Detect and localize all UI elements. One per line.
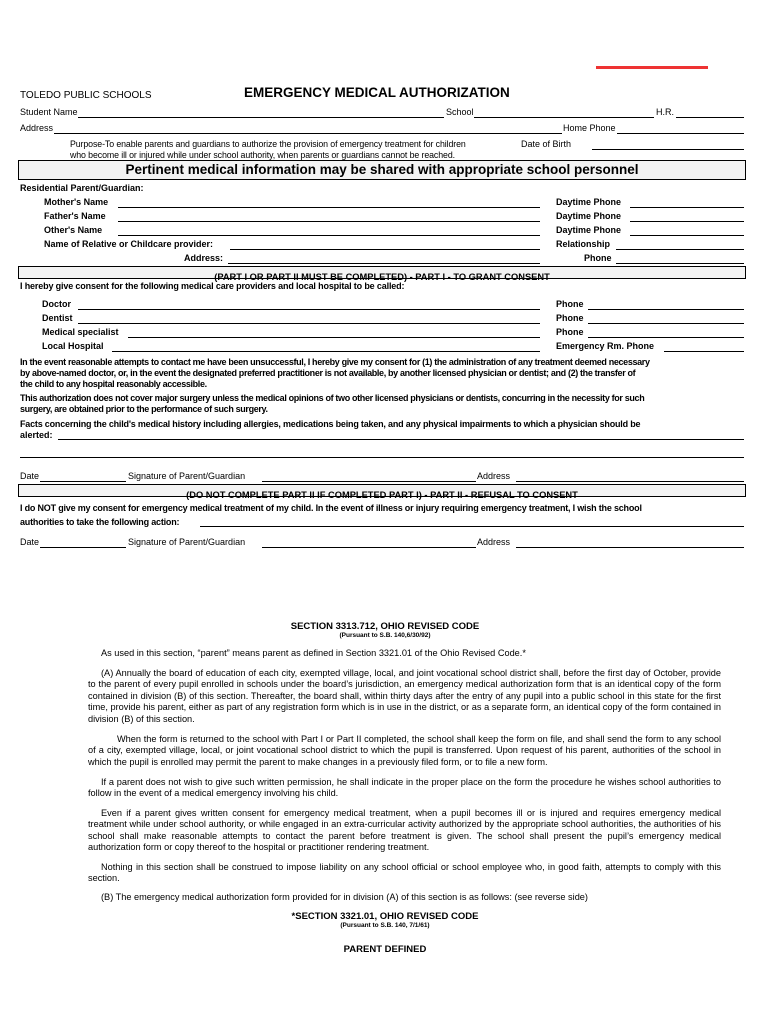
part2-date-label: Date (20, 537, 40, 547)
law-paragraph-3: If a parent does not wish to give such written permission, he shall indicate in the proper place on the form the procedure he wishes school authorities to follow in the event of a medical emergency involving his child. (88, 777, 721, 799)
part1-signature-field[interactable] (262, 481, 476, 482)
part2-signature-field[interactable] (262, 547, 476, 548)
dentist-phone-label: Phone (556, 313, 584, 323)
mother-field[interactable] (118, 207, 540, 208)
part2-bar (18, 484, 746, 500)
father-label: Father's Name (44, 211, 106, 221)
section1-title: SECTION 3313.712, OHIO REVISED CODE (290, 621, 480, 632)
student-name-label: Student Name (20, 107, 78, 117)
part2-address-label: Address (477, 537, 511, 547)
other-field[interactable] (118, 235, 540, 236)
facts-line-1: Facts concerning the child's medical history including allergies, medications being taken, and any physical impairments to which a physician should be (20, 419, 641, 429)
law-paragraph-0: As used in this section, “parent” means parent as defined in Section 3321.01 of the Ohio Revised Code.* (101, 648, 526, 658)
dob-label: Date of Birth (521, 139, 572, 149)
address-field[interactable] (54, 133, 562, 134)
surgery-line-1: This authorization does not cover major surgery unless the medical opinions of two other licensed physicians or dentists, concurring in the necessity for such (20, 393, 645, 403)
org-name: TOLEDO PUBLIC SCHOOLS (20, 90, 152, 101)
consent-heading: I hereby give consent for the following medical care providers and local hospital to be called: (20, 281, 405, 291)
doctor-label: Doctor (42, 299, 71, 309)
mother-label: Mother's Name (44, 197, 109, 207)
emergency-phone-field[interactable] (664, 351, 744, 352)
daytime-phone-label-1: Daytime Phone (556, 197, 622, 207)
daytime-phone-label-3: Daytime Phone (556, 225, 622, 235)
other-label: Other's Name (44, 225, 103, 235)
dentist-phone-field[interactable] (588, 323, 744, 324)
hr-field[interactable] (676, 117, 744, 118)
doctor-field[interactable] (78, 309, 540, 310)
daytime-phone-label-2: Daytime Phone (556, 211, 622, 221)
part1-bar (18, 266, 746, 282)
relative-address-field[interactable] (228, 263, 540, 264)
law-paragraph-4: Even if a parent gives written consent for emergency medical treatment, when a pupil becomes ill or is injured and requires emergency medical treatment while under school authority, or while engaged in an extra-curricular activity authorized by the appropriate school authorities, the authorities of his school shall make reasonable attempts to contact the parent before treatment is given. The school shall present the pupil’s emergency medical authorization form or copy thereof to the hospital or practitioner rendering treatment. (88, 808, 721, 853)
relative-label: Name of Relative or Childcare provider: (44, 239, 214, 249)
address-label: Address (20, 123, 54, 133)
daytime-phone-field-2[interactable] (630, 221, 744, 222)
part1-signature-label: Signature of Parent/Guardian (128, 471, 246, 481)
section1-subtitle: (Pursuant to S.B. 140,6/30/92) (339, 632, 431, 639)
facts-field-1[interactable] (58, 439, 744, 440)
school-field[interactable] (474, 117, 654, 118)
facts-field-2[interactable] (20, 457, 744, 458)
specialist-phone-field[interactable] (588, 337, 744, 338)
purpose-line-1: Purpose-To enable parents and guardians to authorize the provision of emergency treatment for children (70, 139, 466, 149)
relative-address-label: Address: (184, 253, 224, 263)
part1-bar-text: (PART I OR PART II MUST BE COMPLETED) - PART I - TO GRANT CONSENT (214, 272, 550, 282)
relative-phone-label: Phone (584, 253, 612, 263)
part2-signature-label: Signature of Parent/Guardian (128, 537, 246, 547)
student-name-field[interactable] (78, 117, 444, 118)
purpose-line-2: who become ill or injured while under school authority, when parents or guardians cannot be reached. (70, 150, 455, 160)
info-banner-text: Pertinent medical information may be shared with appropriate school personnel (125, 162, 639, 177)
daytime-phone-field-1[interactable] (630, 207, 744, 208)
red-mark (596, 66, 708, 69)
dob-field[interactable] (592, 149, 744, 150)
doctor-phone-label: Phone (556, 299, 584, 309)
law-paragraph-2: When the form is returned to the school with Part I or Part II completed, the school shall keep the form on file, and shall send the form to any school of a city, exempted village, local, or joint vocational school district to which the pupil is transferred. Upon request of his parent, authorities of the school in which the pupil is enrolled may permit the parent to make changes in a previously filed form, or to file a new form. (88, 734, 721, 767)
school-label: School (446, 107, 474, 117)
doctor-phone-field[interactable] (588, 309, 744, 310)
relationship-label: Relationship (556, 239, 611, 249)
part1-address-field[interactable] (516, 481, 744, 482)
residential-heading: Residential Parent/Guardian: (20, 183, 144, 193)
part2-address-field[interactable] (516, 547, 744, 548)
law-paragraph-5: Nothing in this section shall be construed to impose liability on any school official or school employee who, in good faith, attempts to comply with this section. (88, 862, 721, 884)
relative-phone-field[interactable] (616, 263, 744, 264)
section2-subtitle: (Pursuant to S.B. 140, 7/1/61) (340, 922, 430, 929)
relative-field[interactable] (230, 249, 540, 250)
part1-date-field[interactable] (40, 481, 126, 482)
hospital-field[interactable] (112, 351, 540, 352)
specialist-phone-label: Phone (556, 327, 584, 337)
father-field[interactable] (118, 221, 540, 222)
hospital-label: Local Hospital (42, 341, 104, 351)
home-phone-field[interactable] (617, 133, 744, 134)
part2-date-field[interactable] (40, 547, 126, 548)
refusal-line-1: I do NOT give my consent for emergency medical treatment of my child. In the event of illness or injury requiring emergency treatment, I wish the school (20, 503, 642, 513)
specialist-field[interactable] (128, 337, 540, 338)
treatment-consent-line-2: by above-named doctor, or, in the event the designated preferred practitioner is not available, by another licensed physician or dentist; and (2) the transfer of (20, 368, 636, 378)
treatment-consent-line-1: In the event reasonable attempts to contact me have been unsuccessful, I hereby give my consent for (1) the administration of any treatment deemed necessary (20, 357, 650, 367)
refusal-line-2: authorities to take the following action: (20, 517, 180, 527)
part1-date-label: Date (20, 471, 40, 481)
part2-bar-text: (DO NOT COMPLETE PART II IF COMPLETED PART I) - PART II - REFUSAL TO CONSENT (186, 490, 578, 500)
section2-title: *SECTION 3321.01, OHIO REVISED CODE (291, 911, 479, 922)
law-paragraph-1: (A) Annually the board of education of each city, exempted village, local, and joint vocational school district shall, before the first day of October, provide to the parent of every pupil enrolled in schools under the board’s jurisdiction, an emergency medical authorization form that is an identical copy of the form contained in division (B) of this section. Thereafter, the board shall, within thirty days after the entry of any pupil into a public school in this state for the first time, provide his parent, either as part of any registration form which is in use in the district, or as a separate form, an identical copy of the form contained in division (B) of this section. (88, 668, 721, 724)
treatment-consent-line-3: the child to any hospital reasonably accessible. (20, 379, 207, 389)
law-paragraph-6: (B) The emergency medical authorization form provided for in division (A) of this section is as follows: (see reverse side) (101, 892, 588, 902)
daytime-phone-field-3[interactable] (630, 235, 744, 236)
home-phone-label: Home Phone (563, 123, 616, 133)
hr-label: H.R. (656, 107, 674, 117)
page-title: EMERGENCY MEDICAL AUTHORIZATION (244, 85, 510, 100)
specialist-label: Medical specialist (42, 327, 119, 337)
emergency-phone-label: Emergency Rm. Phone (556, 341, 655, 351)
parent-defined-heading: PARENT DEFINED (343, 944, 427, 955)
dentist-label: Dentist (42, 313, 73, 323)
facts-line-2: alerted: (20, 430, 53, 440)
info-banner (18, 160, 746, 180)
relationship-field[interactable] (616, 249, 744, 250)
dentist-field[interactable] (78, 323, 540, 324)
surgery-line-2: surgery, are obtained prior to the performance of such surgery. (20, 404, 268, 414)
part1-address-label: Address (477, 471, 511, 481)
refusal-action-field[interactable] (200, 526, 744, 527)
